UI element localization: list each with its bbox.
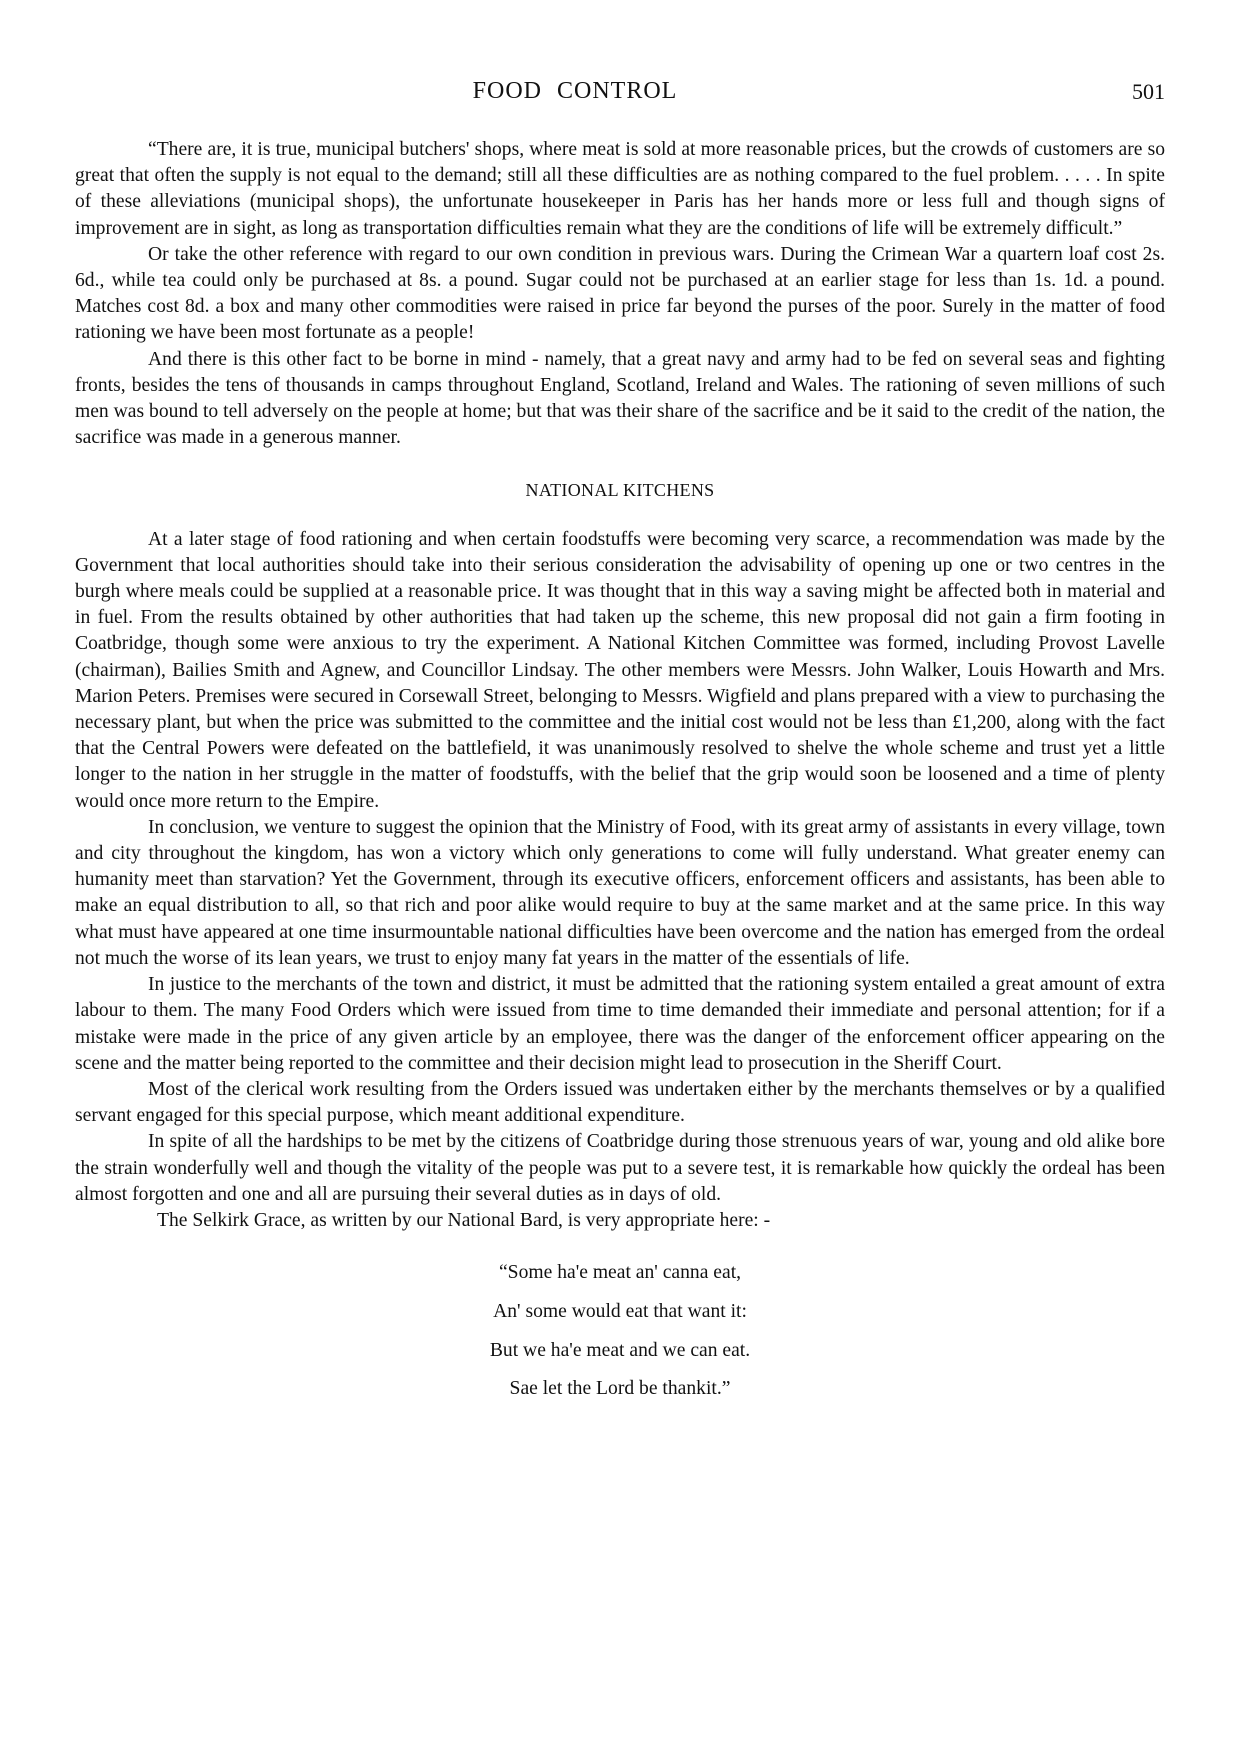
running-head [75, 78, 1165, 108]
body-text [75, 137, 1165, 1409]
verse-line: But we ha'e meat and we can eat. [489, 1339, 751, 1361]
verse-line: “Some ha'e meat an' canna eat, [498, 1262, 742, 1284]
paragraph-navy-army: And there is this other fact to be borne in mind - namely, that a great navy and army had to be fed on several seas and fighting fronts, besides the tens of thousands in camps throughout England, Scotland, Ireland and Wales. The rationing of seven millions of such men was bound to tell adversely on the people at home; but that was their share of the sacrifice and be it said to the credit of the nation, the sacrifice was made in a generous manner. [75, 348, 1165, 449]
paragraph-crimean-war: Or take the other reference with regard to our own condition in previous wars. During the Crimean War a quartern loaf cost 2s. 6d., while tea could only be purchased at 8s. a pound. Sugar could not be purchased at an earlier stage for less than 1s. 1d. a pound. Matches cost 8d. a box and many other commodities were raised in price far beyond the purses of the poor. Surely in the matter of food rationing we have been most fortunate as a people! [75, 243, 1165, 344]
section-heading: NATIONAL KITCHENS [525, 480, 715, 501]
paragraph-merchants: In justice to the merchants of the town and district, it must be admitted that the rationing system entailed a great amount of extra labour to them. The many Food Orders which were issued from time to time demanded their immediate and personal attention; for if a mistake were made in the price of any given article by an employee, there was the danger of the enforcement officer appearing on the scene and the matter being reported to the committee and their decision might lead to prosecution in the Sheriff Court. [75, 974, 1165, 1074]
verse-line: Sae let the Lord be thankit.” [509, 1378, 731, 1400]
page-number: 501 [1132, 79, 1165, 104]
paragraph-conclusion: In conclusion, we venture to suggest the opinion that the Ministry of Food, with its great army of assistants in every village, town and city throughout the kingdom, has won a victory which only generations to come will fully understand. What greater enemy can humanity meet than starvation? Yet the Government, through its executive officers, enforcement officers and assistants, has been able to make an equal distribution to all, so that rich and poor alike would require to buy at the same market and at the same price. In this way what must have appeared at one time insurmountable national difficulties have been overcome and the nation has emerged from the ordeal not much the worse of its lean years, we trust to enjoy many fat years in the matter of the essentials of life. [75, 816, 1165, 969]
paragraph-hardships: In spite of all the hardships to be met by the citizens of Coatbridge during those strenuous years of war, young and old alike bore the strain wonderfully well and though the vitality of the people was put to a severe test, it is remarkable how quickly the ordeal has been almost forgotten and one and all are pursuing their several duties as in days of old. [75, 1131, 1165, 1205]
selkirk-grace-verse [75, 1254, 1165, 1409]
paragraph-national-kitchens: At a later stage of food rationing and when certain foodstuffs were becoming very scarce, a recommendation was made by the Government that local authorities should take into their serious consideration the advisability of opening up one or two centres in the burgh where meals could be supplied at a reasonable price. It was thought that in this way a saving might be affected both in material and in fuel. From the results obtained by other authorities that had taken up the scheme, this new proposal did not gain a firm footing in Coatbridge, though some were anxious to try the experiment. A National Kitchen Committee was formed, including Provost Lavelle (chairman), Bailies Smith and Agnew, and Councillor Lindsay. The other members were Messrs. John Walker, Louis Howarth and Mrs. Marion Peters. Premises were secured in Corsewall Street, belonging to Messrs. Wigfield and plans prepared with a view to purchasing the necessary plant, but when the price was submitted to the committee and the initial cost would not be less than £1,200, along with the fact that the Central Powers were defeated on the battlefield, it was unanimously resolved to shelve the whole scheme and trust yet a little longer to the nation in her struggle in the matter of foodstuffs, with the belief that the grip would soon be loosened and a time of plenty would once more return to the Empire. [75, 528, 1165, 812]
verse-line: An' some would eat that want it: [493, 1300, 747, 1322]
running-head-title: FOOD CONTROL [472, 78, 678, 104]
paragraph-quote-paris: “There are, it is true, municipal butchers' shops, where meat is sold at more reasonable prices, but the crowds of customers are so great that often the supply is not equal to the demand; still all these difficulties are as nothing compared to the fuel problem. . . . . In spite of these alleviations (municipal shops), the unfortunate housekeeper in Paris has her hands more or less full and though signs of improvement are in sight, as long as transportation difficulties remain what they are the conditions of life will be extremely difficult.” [75, 139, 1165, 239]
paragraph-selkirk-intro: The Selkirk Grace, as written by our National Bard, is very appropriate here: - [157, 1209, 771, 1231]
paragraph-clerical-work: Most of the clerical work resulting from the Orders issued was undertaken either by the merchants themselves or by a qualified servant engaged for this special purpose, which meant additional expenditure. [75, 1078, 1165, 1127]
